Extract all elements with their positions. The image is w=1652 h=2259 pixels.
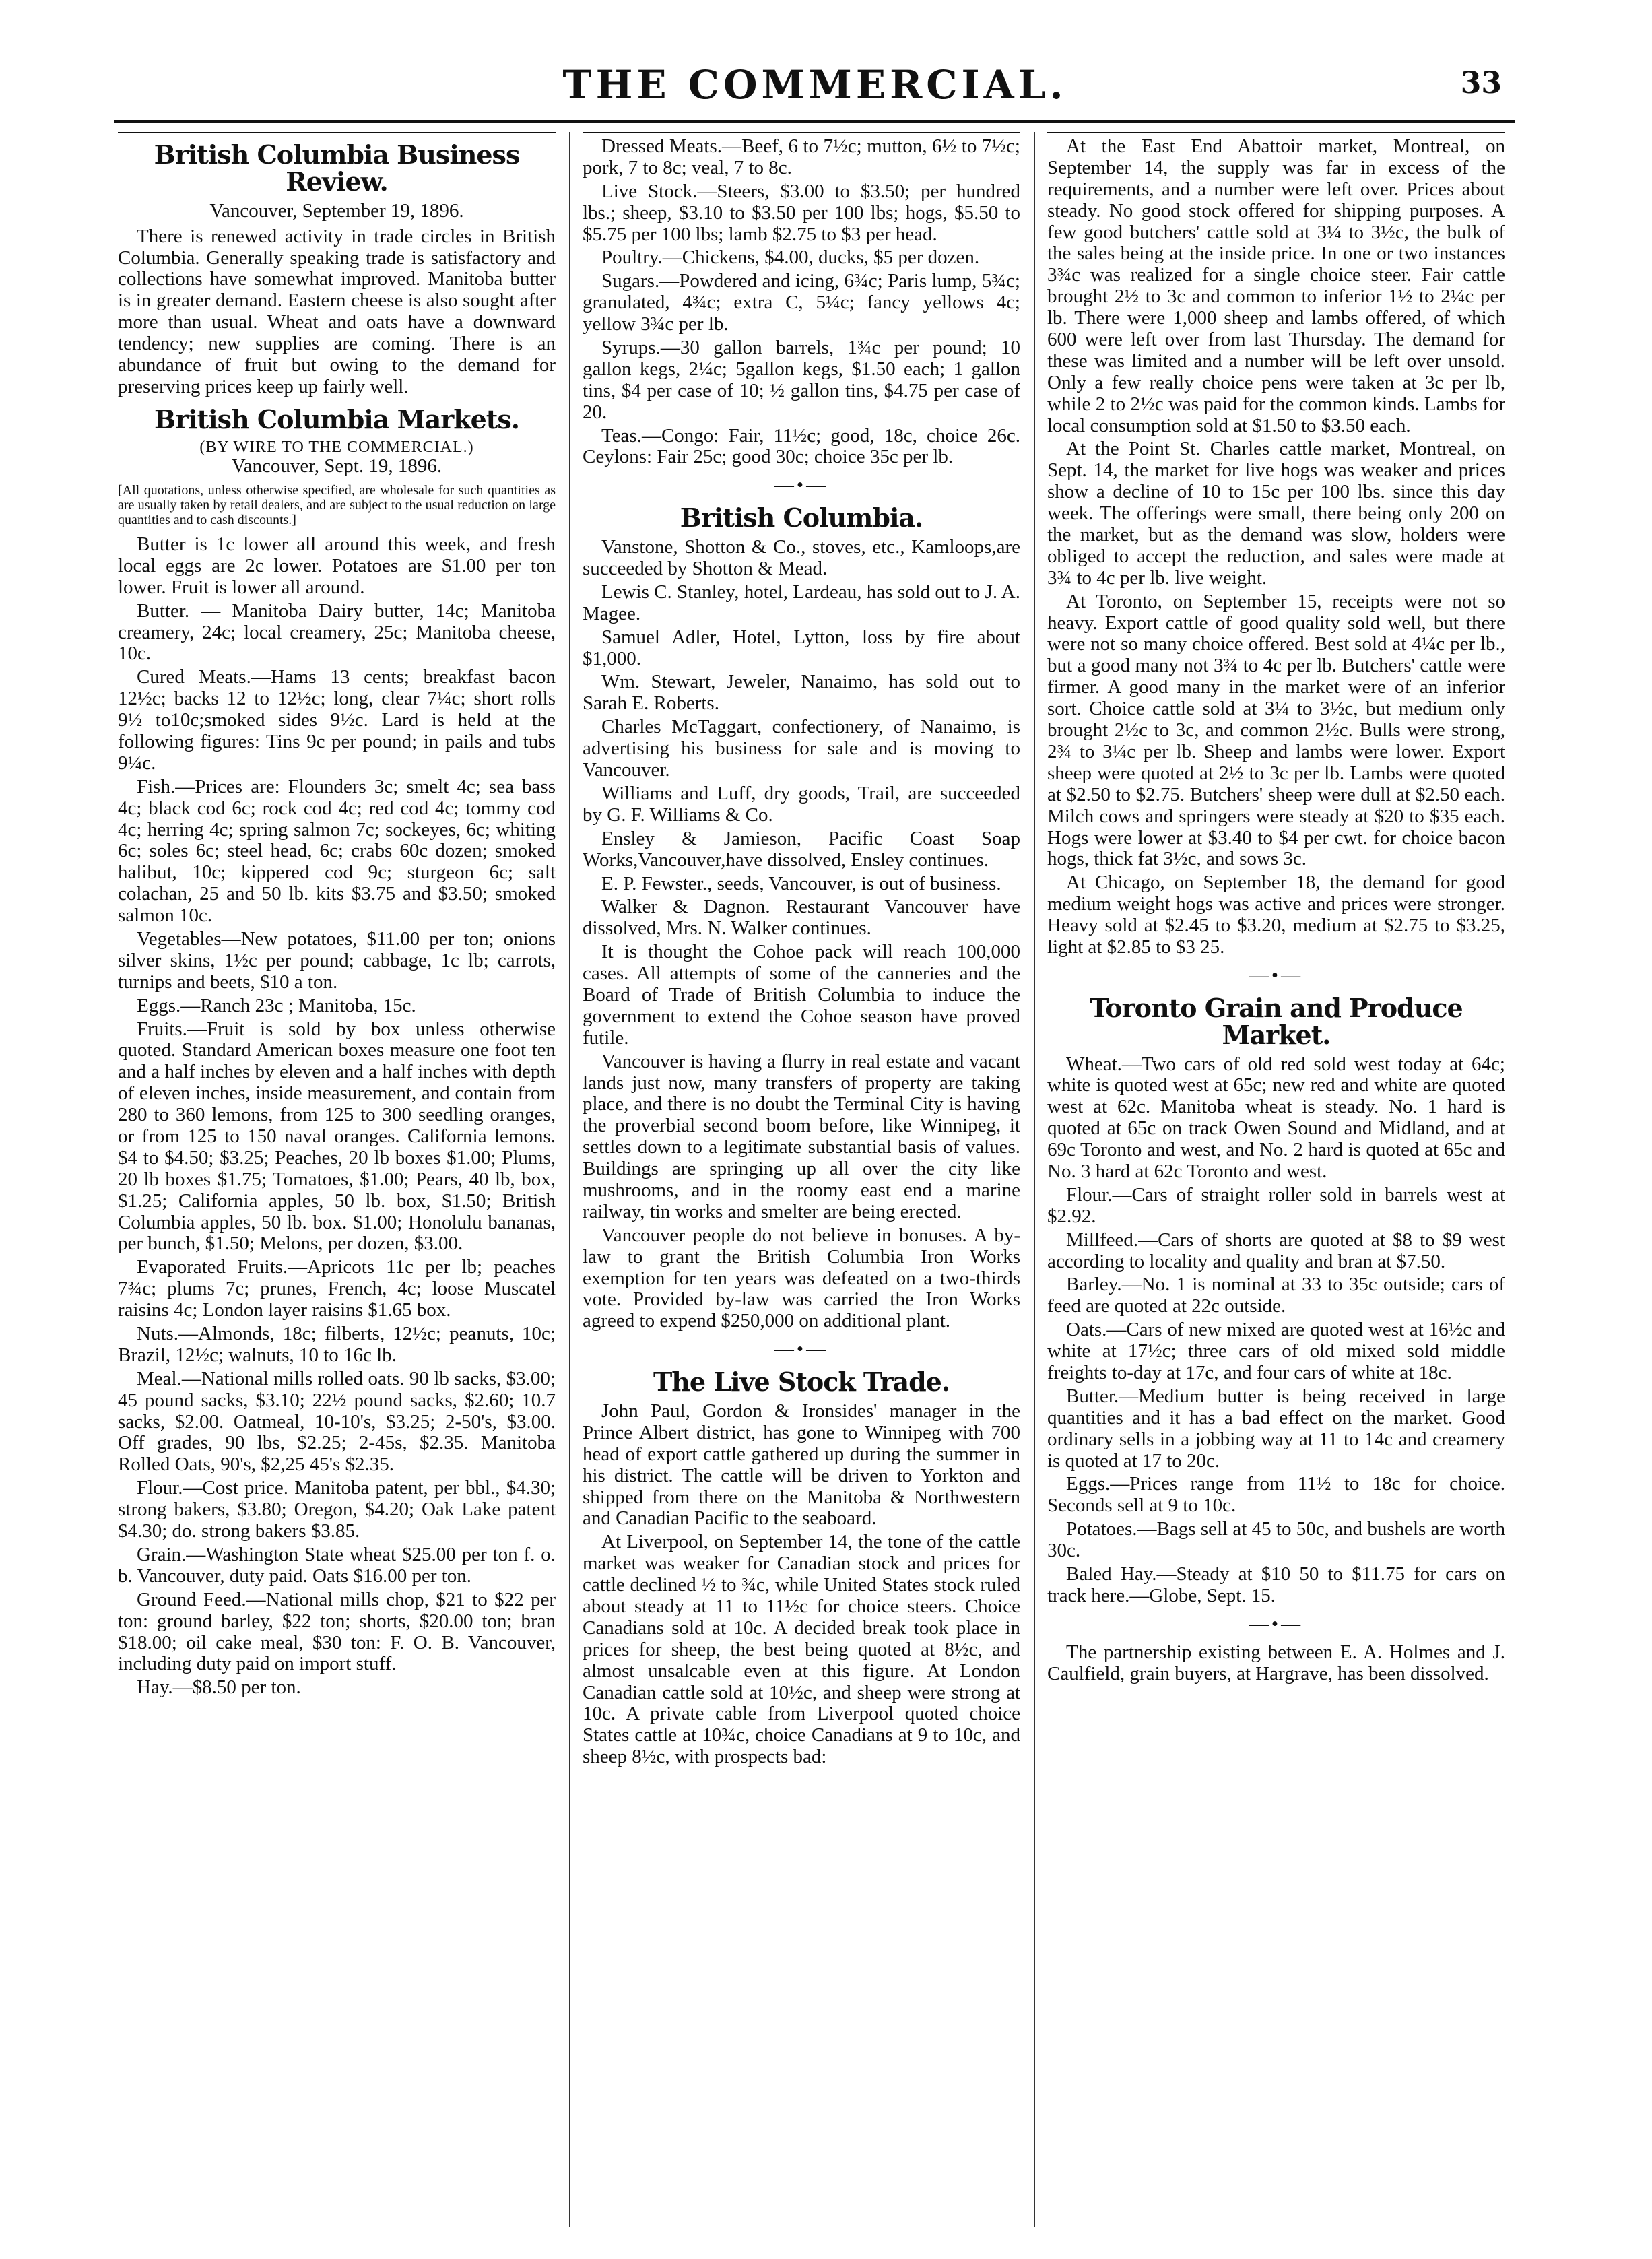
column-divider xyxy=(1034,132,1035,2227)
page-number: 33 xyxy=(1460,66,1502,100)
section-ornament: —•— xyxy=(1249,964,1304,986)
article-paragraph: Ground Feed.—National mills chop, $21 to $22 per ton: ground barley, $22 ton; shorts, $20.00 ton; bran $18.00; oil cake meal, $30 ton: F. O. B. Vancouver, including duty paid on import stuff. xyxy=(118,1588,556,1675)
article-paragraph: At Toronto, on September 15, receipts were not so heavy. Export cattle of good quality sold well, but there were not so many choice offered. Best sold at 4¼c per lb., but a good many not 3¾ to 4c per lb. Butchers' cattle were firmer. A good many in the market were of an inferior sort. Choice cattle sold at 3¼ to 3½c, but medium only brought 2½c to 3c, and common 2½c. Bulls were strong, 2¾ to 3¼c per lb. Sheep and lambs were lower. Export sheep were quoted at 2½ to 3c per lb. Lambs were quoted at $2.50 to $2.75. Butchers' sheep were dull at $2.50 each. Milch cows and springers were steady at $20 to $35 each. Hogs were lower at $3.40 to $4 per cwt. for choice bacon hogs, thick fat 3½c, and sows 3c. xyxy=(1047,590,1505,870)
article-paragraph: It is thought the Cohoe pack will reach 100,000 cases. All attempts of some of the canneries and the Board of Trade of British Columbia to induce the government to extend the Cohoe season have proved futile. xyxy=(583,941,1020,1049)
article-paragraph: Eggs.—Prices range from 11½ to 18c for choice. Seconds sell at 9 to 10c. xyxy=(1047,1473,1505,1517)
article-paragraph: There is renewed activity in trade circles in British Columbia. Generally speaking trade is satisfactory and collections have somewhat improved. Manitoba butter is in greater demand. Eastern cheese is also sought after more than usual. Wheat and oats have a downward tendency; new supplies are coming. There is an abundance of fruit but owing to the demand for preserving prices keep up fairly well. xyxy=(118,225,556,397)
article-paragraph: Millfeed.—Cars of shorts are quoted at $8 to $9 west according to locality and quality and bran at $7.50. xyxy=(1047,1229,1505,1272)
article-paragraph: Flour.—Cost price. Manitoba patent, per bbl., $4.30; strong bakers, $3.80; Oregon, $4.20; Oak Lake patent $4.30; do. strong bakers $3.85. xyxy=(118,1477,556,1542)
article-paragraph: Vegetables—New potatoes, $11.00 per ton; onions silver skins, 1½c per pound; cabbage, 1c lb; carrots, turnips and beets, $10 a ton. xyxy=(118,928,556,993)
article-paragraph: Butter.—Medium butter is being received in large quantities and it has a bad effect on the market. Good ordinary sells in a jobbing way at 11 to 14c and creamery is quoted at 17 to 20c. xyxy=(1047,1385,1505,1472)
market-items xyxy=(118,534,556,1699)
article-paragraph: Eggs.—Ranch 23c ; Manitoba, 15c. xyxy=(137,994,416,1016)
article-paragraph: Syrups.—30 gallon barrels, 1¾c per pound; 10 gallon kegs, 2¼c; 5gallon kegs, $1.50 each; 1 gallon tins, $4 per case of 10; ½ gallon tins, $4.75 per case of 20. xyxy=(583,337,1020,423)
dateline: Vancouver, September 19, 1896. xyxy=(209,199,464,222)
article-paragraph: At the Point St. Charles cattle market, Montreal, on Sept. 14, the market for live hogs was weaker and prices show a decline of 10 to 15c per 100 lbs. since this day week. The offerings were small, there being only 200 on the market, but as the demand was slow, holders were obliged to accept the reduction, and sales were made at 3¾ to 4c per lb. live weight. xyxy=(1047,438,1505,589)
article-paragraph: Vancouver people do not believe in bonuses. A by-law to grant the British Columbia Iron Works exemption for ten years was defeated on a two-thirds vote. Provided by-law was carried the Iron Works agreed to expend $250,000 on additional plant. xyxy=(583,1224,1020,1332)
wire-credit: (BY WIRE TO THE COMMERCIAL.) xyxy=(199,438,474,456)
column-divider xyxy=(569,132,570,2227)
bc-items xyxy=(583,537,1020,1332)
article-paragraph: Barley.—No. 1 is nominal at 33 to 35c outside; cars of feed are quoted at 22c outside. xyxy=(1047,1274,1505,1317)
article-paragraph: Ensley & Jamieson, Pacific Coast Soap Works,Vancouver,have dissolved, Ensley continues. xyxy=(583,827,1020,871)
column-3 xyxy=(1047,132,1505,2227)
article-paragraph: Butter. — Manitoba Dairy butter, 14c; Manitoba creamery, 24c; local creamery, 25c; Manitoba cheese, 10c. xyxy=(118,599,556,665)
article-paragraph: Walker & Dagnon. Restaurant Vancouver have dissolved, Mrs. N. Walker continues. xyxy=(583,896,1020,940)
article-paragraph: Evaporated Fruits.—Apricots 11c per lb; peaches 7¾c; plums 7c; prunes, French, 4c; loose Muscatel raisins 4c; London layer raisins $1.65 box. xyxy=(118,1256,556,1321)
article-paragraph: Fish.—Prices are: Flounders 3c; smelt 4c; sea bass 4c; black cod 6c; rock cod 4c; red cod 4c; tommy cod 4c; herring 4c; spring salmon 7c; sockeyes, 6c; whiting 6c; soles 6c; steel head, 6c; crabs 60c dozen; smoked halibut, 10c; kippered cod 9c; sturgeon 6c; salt colachan, 25 and 50 lb. kits $3.75 and $3.50; smoked salmon 10c. xyxy=(118,775,556,927)
article-paragraph: Wheat.—Two cars of old red sold west today at 64c; white is quoted west at 65c; new red and white are quoted west at 62c. Manitoba wheat is steady. No. 1 hard is quoted at 65c on track Owen Sound and Midland, and at 69c Toronto and west, and No. 2 hard is quoted at 65c and No. 3 hard at 62c Toronto and west. xyxy=(1047,1053,1505,1182)
section-ornament: —•— xyxy=(774,1338,829,1361)
article-paragraph: Flour.—Cars of straight roller sold in barrels west at $2.92. xyxy=(1047,1183,1505,1227)
masthead xyxy=(114,62,1515,129)
section-ornament: —•— xyxy=(774,474,829,496)
article-paragraph: At Liverpool, on September 14, the tone of the cattle market was weaker for Canadian stock and prices for cattle declined ½ to ¾c, while United States stock ruled about steady at 11 to 11½c for choice steers. Choice Canadians sold at 10c. A decided break took place in prices for sheep, the best being quoted at 8½c, and almost unsalcable even at this figure. At London Canadian cattle sold at 10½c, and sheep were strong at 10c. A private cable from Liverpool quoted choice States cattle at 10¾c, choice Canadians at 9 to 10c, and sheep 8½c, with prospects bad: xyxy=(583,1531,1020,1768)
article-heading-bc-markets: British Columbia Markets. xyxy=(154,403,519,434)
article-heading-toronto-market: Toronto Grain and Produce Market. xyxy=(1090,992,1463,1050)
article-paragraph: Lewis C. Stanley, hotel, Lardeau, has sold out to J. A. Magee. xyxy=(583,581,1020,624)
column-2 xyxy=(583,132,1020,2227)
article-paragraph: Meal.—National mills rolled oats. 90 lb sacks, $3.00; 45 pound sacks, $3.10; 22½ pound sacks, $2.60; 10.7 sacks, $2.00. Oatmeal, 10-10's, $3.25; 2-50's, $3.00. Off grades, 90 lbs, $2.25; 2-45s, $2.35. Manitoba Rolled Oats, 90's, $2,25 45's $2.35. xyxy=(118,1367,556,1476)
dateline: Vancouver, Sept. 19, 1896. xyxy=(231,455,442,478)
quotation-note: [All quotations, unless otherwise specified, are wholesale for such quantities as are usually taken by retail dealers, and are subject to the usual reduction on large quantities and to cash discounts.] xyxy=(118,482,556,527)
article-paragraph: Potatoes.—Bags sell at 45 to 50c, and bushels are worth 30c. xyxy=(1047,1518,1505,1562)
market-items-continued xyxy=(583,136,1020,468)
article-paragraph: Sugars.—Powdered and icing, 6¾c; Paris lump, 5¾c; granulated, 4¾c; extra C, 5¼c; fancy yellows 4c; yellow 3¾c per lb. xyxy=(583,270,1020,335)
article-paragraph: Williams and Luff, dry goods, Trail, are succeeded by G. F. Williams & Co. xyxy=(583,782,1020,826)
article-paragraph: Samuel Adler, Hotel, Lytton, loss by fire about $1,000. xyxy=(583,626,1020,669)
article-paragraph: Live Stock.—Steers, $3.00 to $3.50; per hundred lbs.; sheep, $3.10 to $3.50 per 100 lbs; hogs, $5.50 to $5.75 per 100 lbs; lamb $2.75 to $3 per head. xyxy=(583,180,1020,245)
newspaper-title: THE COMMERCIAL. xyxy=(562,62,1067,108)
column-1 xyxy=(118,132,556,2227)
live-stock-items-continued xyxy=(1047,136,1505,958)
article-paragraph: Teas.—Congo: Fair, 11½c; good, 18c, choice 26c. Ceylons: Fair 25c; good 30c; choice 35c per lb. xyxy=(583,424,1020,468)
article-heading-business-review: British Columbia Business Review. xyxy=(154,139,520,197)
article-paragraph: Dressed Meats.—Beef, 6 to 7½c; mutton, 6½ to 7½c; pork, 7 to 8c; veal, 7 to 8c. xyxy=(583,135,1020,178)
partnership-notice: The partnership existing between E. A. Holmes and J. Caulfield, grain buyers, at Hargrave, has been dissolved. xyxy=(1047,1641,1505,1684)
article-heading-live-stock: The Live Stock Trade. xyxy=(653,1367,950,1398)
article-paragraph: Charles McTaggart, confectionery, of Nanaimo, is advertising his business for sale and is moving to Vancouver. xyxy=(583,716,1020,781)
article-paragraph: Baled Hay.—Steady at $10 50 to $11.75 for cars on track here.—Globe, Sept. 15. xyxy=(1047,1563,1505,1606)
toronto-items xyxy=(1047,1054,1505,1607)
section-ornament: —•— xyxy=(1249,1612,1304,1635)
article-paragraph: Vanstone, Shotton & Co., stoves, etc., Kamloops,are succeeded by Shotton & Mead. xyxy=(583,536,1020,580)
article-paragraph: Poultry.—Chickens, $4.00, ducks, $5 per dozen. xyxy=(601,247,980,269)
article-paragraph: Oats.—Cars of new mixed are quoted west at 16½c and white at 17½c; three cars of old mixed sold middle freights to-day at 17c, and four cars of white at 18c. xyxy=(1047,1319,1505,1383)
article-paragraph: Hay.—$8.50 per ton. xyxy=(137,1676,301,1699)
article-paragraph: At the East End Abattoir market, Montreal, on September 14, the supply was far in excess of the requirements, and a number were left over. Prices about steady. No good stock offered for shipping purposes. A few good butchers' cattle sold at 3¼ to 3½c, the bulk of the sales being at the inside price. In one or two instances 3¾c was realized for a single choice steer. Fair cattle brought 2½ to 3c and common to inferior 1½ to 2¼c per lb. There were 1,000 sheep and lambs offered, of which 600 were left over from last Thursday. The demand for these was limited and a number will be left over unsold. Only a few really choice pens were taken at 3c per lb, while 2 to 2½c was paid for the common kinds. Lambs for local consumption sold at $1.50 to $3.50 each. xyxy=(1047,135,1505,436)
article-paragraph: E. P. Fewster., seeds, Vancouver, is out of business. xyxy=(601,872,1001,894)
section-rule xyxy=(583,132,1020,133)
article-paragraph: Grain.—Washington State wheat $25.00 per ton f. o. b. Vancouver, duty paid. Oats $16.00 per ton. xyxy=(118,1543,556,1587)
article-heading-british-columbia: British Columbia. xyxy=(680,502,923,533)
article-paragraph: Cured Meats.—Hams 13 cents; breakfast bacon 12½c; backs 12 to 12½c; long, clear 7¼c; short rolls 9½ to10c;smoked sides 9½c. Lard is held at the following figures: Tins 9c per pound; in pails and tubs 9¼c. xyxy=(118,666,556,774)
article-paragraph: Fruits.—Fruit is sold by box unless otherwise quoted. Standard American boxes measure one foot ten and a half inches by eleven and a half inches with depth of eleven inches, inside measurement, and contain from 280 to 360 lemons, from 125 to 300 seedling oranges, or from 125 to 150 naval oranges. California lemons. $4 to $4.50; $3.25; Peaches, 20 lb boxes $1.00; Plums, 20 lb boxes $1.75; Tomatoes, $1.00; Pears, 40 lb, box, $1.25; California apples, 50 lb. box, $1.50; British Columbia apples, 50 lb. box. $1.00; Honolulu bananas, per bunch, $1.50; Melons, per dozen, $3.00. xyxy=(118,1018,556,1255)
header-rule xyxy=(114,120,1515,123)
article-paragraph: Butter is 1c lower all around this week, and fresh local eggs are 2c lower. Potatoes are $1.00 per ton lower. Fruit is lower all around. xyxy=(118,533,556,598)
article-paragraph: Wm. Stewart, Jeweler, Nanaimo, has sold out to Sarah E. Roberts. xyxy=(583,671,1020,715)
article-paragraph: Nuts.—Almonds, 18c; filberts, 12½c; peanuts, 10c; Brazil, 12½c; walnuts, 10 to 16c lb. xyxy=(118,1323,556,1366)
live-stock-items xyxy=(583,1401,1020,1768)
section-rule xyxy=(118,132,556,133)
article-paragraph: Vancouver is having a flurry in real estate and vacant lands just now, many transfers of property are taking place, and there is no doubt the Terminal City is having the proverbial second boom before, like Winnipeg, it settles down to a legitimate substantial basis of values. Buildings are springing up all over the city like mushrooms, and in the roomy east end a marine railway, tin works and smelter are being erected. xyxy=(583,1050,1020,1222)
article-paragraph: John Paul, Gordon & Ironsides' manager in the Prince Albert district, has gone to Winnipeg with 700 head of export cattle gathered up during the summer in his district. The cattle will be driven to Yorkton and shipped from there on the Manitoba & Northwestern and Canadian Pacific to the seaboard. xyxy=(583,1400,1020,1530)
section-rule xyxy=(1047,132,1505,133)
article-paragraph: At Chicago, on September 18, the demand for good medium weight hogs was active and prices were stronger. Heavy sold at $2.45 to $3.20, medium at $2.75 to $3.25, light at $2.85 to $3 25. xyxy=(1047,872,1505,958)
